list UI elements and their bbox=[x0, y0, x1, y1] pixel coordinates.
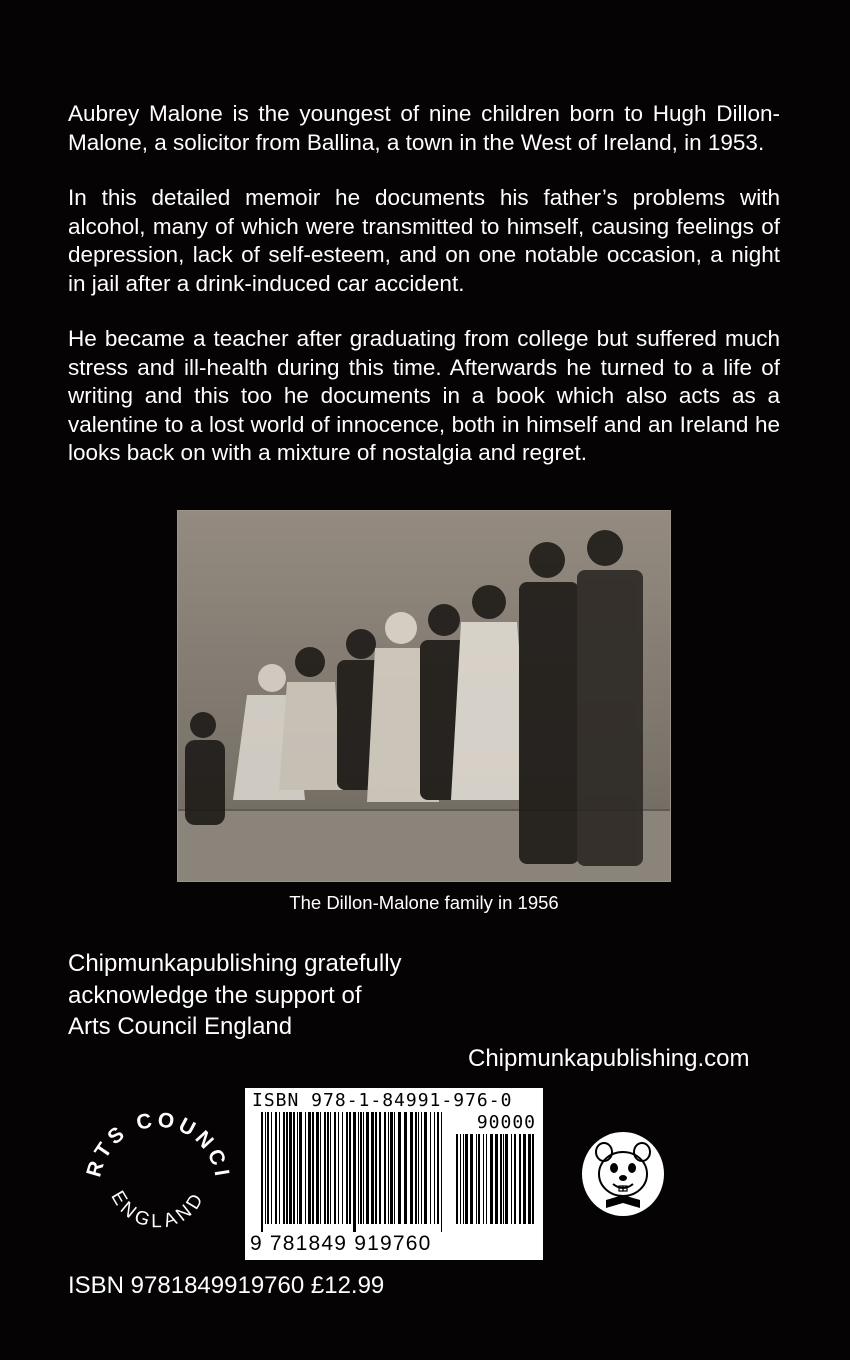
barcode-bar bbox=[418, 1112, 419, 1224]
svg-text:ENGLAND bbox=[106, 1187, 209, 1232]
barcode-bar bbox=[363, 1112, 364, 1224]
barcode-bar bbox=[358, 1112, 359, 1224]
arts-council-logo-top-text: RTS COUNCI bbox=[82, 1108, 234, 1182]
barcode-bar bbox=[437, 1112, 439, 1224]
barcode-bar bbox=[460, 1134, 461, 1224]
arts-council-acknowledgement: Chipmunkapublishing gratefully acknowledge the support of Arts Council England bbox=[68, 950, 402, 1040]
barcode-bar bbox=[456, 1134, 458, 1224]
barcode-bar bbox=[338, 1112, 339, 1224]
barcode-bar bbox=[470, 1134, 473, 1224]
blurb-paragraph-1: Aubrey Malone is the youngest of nine children born to Hugh Dillon-Malone, a solicitor from Ballina, a town in the West of Ireland, in 1953. bbox=[68, 101, 780, 155]
barcode-bar bbox=[293, 1112, 295, 1224]
barcode-bar bbox=[275, 1112, 277, 1224]
barcode-addon-bars bbox=[454, 1134, 538, 1232]
barcode-bar bbox=[330, 1112, 331, 1224]
barcode-bar bbox=[327, 1112, 329, 1224]
barcode-bar bbox=[316, 1112, 319, 1224]
publisher-website[interactable]: Chipmunkapublishing.com bbox=[468, 1045, 750, 1072]
barcode-bar bbox=[324, 1112, 326, 1224]
barcode-bar bbox=[297, 1112, 298, 1224]
barcode-bar bbox=[334, 1112, 336, 1224]
barcode-bar bbox=[532, 1134, 534, 1224]
barcode-bar bbox=[366, 1112, 369, 1224]
barcode-bar bbox=[342, 1112, 343, 1224]
barcode-bar bbox=[465, 1134, 468, 1224]
arts-council-england-logo bbox=[78, 1095, 238, 1255]
barcode-bar bbox=[390, 1112, 393, 1224]
barcode-bar bbox=[388, 1112, 389, 1224]
barcode-bar bbox=[283, 1112, 285, 1224]
barcode-bar bbox=[349, 1112, 351, 1224]
arts-council-logo-bottom-text: ENGLAND bbox=[106, 1187, 210, 1233]
barcode-ean-digits: 9 781849 919760 bbox=[250, 1232, 432, 1255]
barcode-bar bbox=[519, 1134, 521, 1224]
barcode-bar bbox=[421, 1112, 422, 1224]
barcode-bar bbox=[434, 1112, 435, 1224]
blurb-paragraph-2: In this detailed memoir he documents his father’s problems with alcohol, many of which were transmitted to himself, causing feelings of depression, lack of self-esteem, and on one notable occasion, a night in jail after a drink-induced car accident. bbox=[68, 185, 780, 296]
barcode-bar bbox=[346, 1112, 348, 1224]
barcode-bar bbox=[430, 1112, 431, 1224]
barcode-bar bbox=[523, 1134, 526, 1224]
barcode-bar bbox=[320, 1112, 321, 1224]
barcode-bar bbox=[308, 1112, 311, 1224]
svg-text:ARTS COUNCIL bbox=[78, 1095, 234, 1181]
barcode-bar bbox=[476, 1134, 477, 1224]
barcode-bar bbox=[261, 1112, 263, 1232]
photo-caption: The Dillon-Malone family in 1956 bbox=[289, 892, 559, 913]
barcode-addon-digits: 90000 bbox=[476, 1112, 536, 1133]
isbn-and-price: ISBN 9781849919760 £12.99 bbox=[68, 1272, 385, 1299]
barcode-bar bbox=[267, 1112, 269, 1224]
barcode-bar bbox=[528, 1134, 531, 1224]
family-photo bbox=[177, 510, 671, 882]
barcode-bar bbox=[384, 1112, 386, 1224]
barcode-bar bbox=[490, 1134, 493, 1224]
barcode-main-bars bbox=[259, 1112, 445, 1232]
barcode-bar bbox=[398, 1112, 401, 1224]
barcode-bar bbox=[486, 1134, 487, 1224]
barcode-bar bbox=[371, 1112, 374, 1224]
barcode-bar bbox=[404, 1112, 407, 1224]
blurb-paragraph-3: He became a teacher after graduating from college but suffered much stress and ill-health during this time. Afterwards he turned to a life of writing and this too he documents in a book which also acts as a valentine to a lost world of innocence, both in himself and an Ireland he looks back on with a mixture of nostalgia and regret. bbox=[68, 326, 780, 465]
barcode-bar bbox=[415, 1112, 417, 1224]
barcode-bar bbox=[463, 1134, 464, 1224]
barcode-bar bbox=[424, 1112, 427, 1224]
isbn-barcode bbox=[245, 1088, 543, 1260]
barcode-bar bbox=[299, 1112, 302, 1224]
barcode-bar bbox=[505, 1134, 508, 1224]
barcode-isbn-label: ISBN 978-1-84991-976-0 bbox=[252, 1090, 513, 1111]
barcode-bar bbox=[503, 1134, 504, 1224]
barcode-bar bbox=[394, 1112, 395, 1224]
barcode-bar bbox=[360, 1112, 362, 1224]
chipmunk-publisher-logo bbox=[580, 1128, 666, 1218]
barcode-bar bbox=[353, 1112, 356, 1232]
barcode-bar bbox=[379, 1112, 381, 1224]
barcode-bar bbox=[305, 1112, 306, 1224]
barcode-bar bbox=[279, 1112, 280, 1224]
barcode-bar bbox=[375, 1112, 377, 1224]
barcode-bar bbox=[483, 1134, 484, 1224]
barcode-bar bbox=[265, 1112, 266, 1224]
back-cover-blurb bbox=[68, 100, 780, 495]
barcode-bar bbox=[286, 1112, 288, 1224]
barcode-bar bbox=[514, 1134, 516, 1224]
barcode-bar bbox=[441, 1112, 442, 1232]
barcode-bar bbox=[271, 1112, 272, 1224]
barcode-bar bbox=[312, 1112, 314, 1224]
barcode-bar bbox=[500, 1134, 502, 1224]
barcode-bar bbox=[495, 1134, 498, 1224]
barcode-bar bbox=[478, 1134, 480, 1224]
family-photo-illustration bbox=[177, 510, 671, 882]
barcode-bar bbox=[410, 1112, 413, 1224]
barcode-bar bbox=[511, 1134, 512, 1224]
barcode-bar bbox=[289, 1112, 292, 1224]
